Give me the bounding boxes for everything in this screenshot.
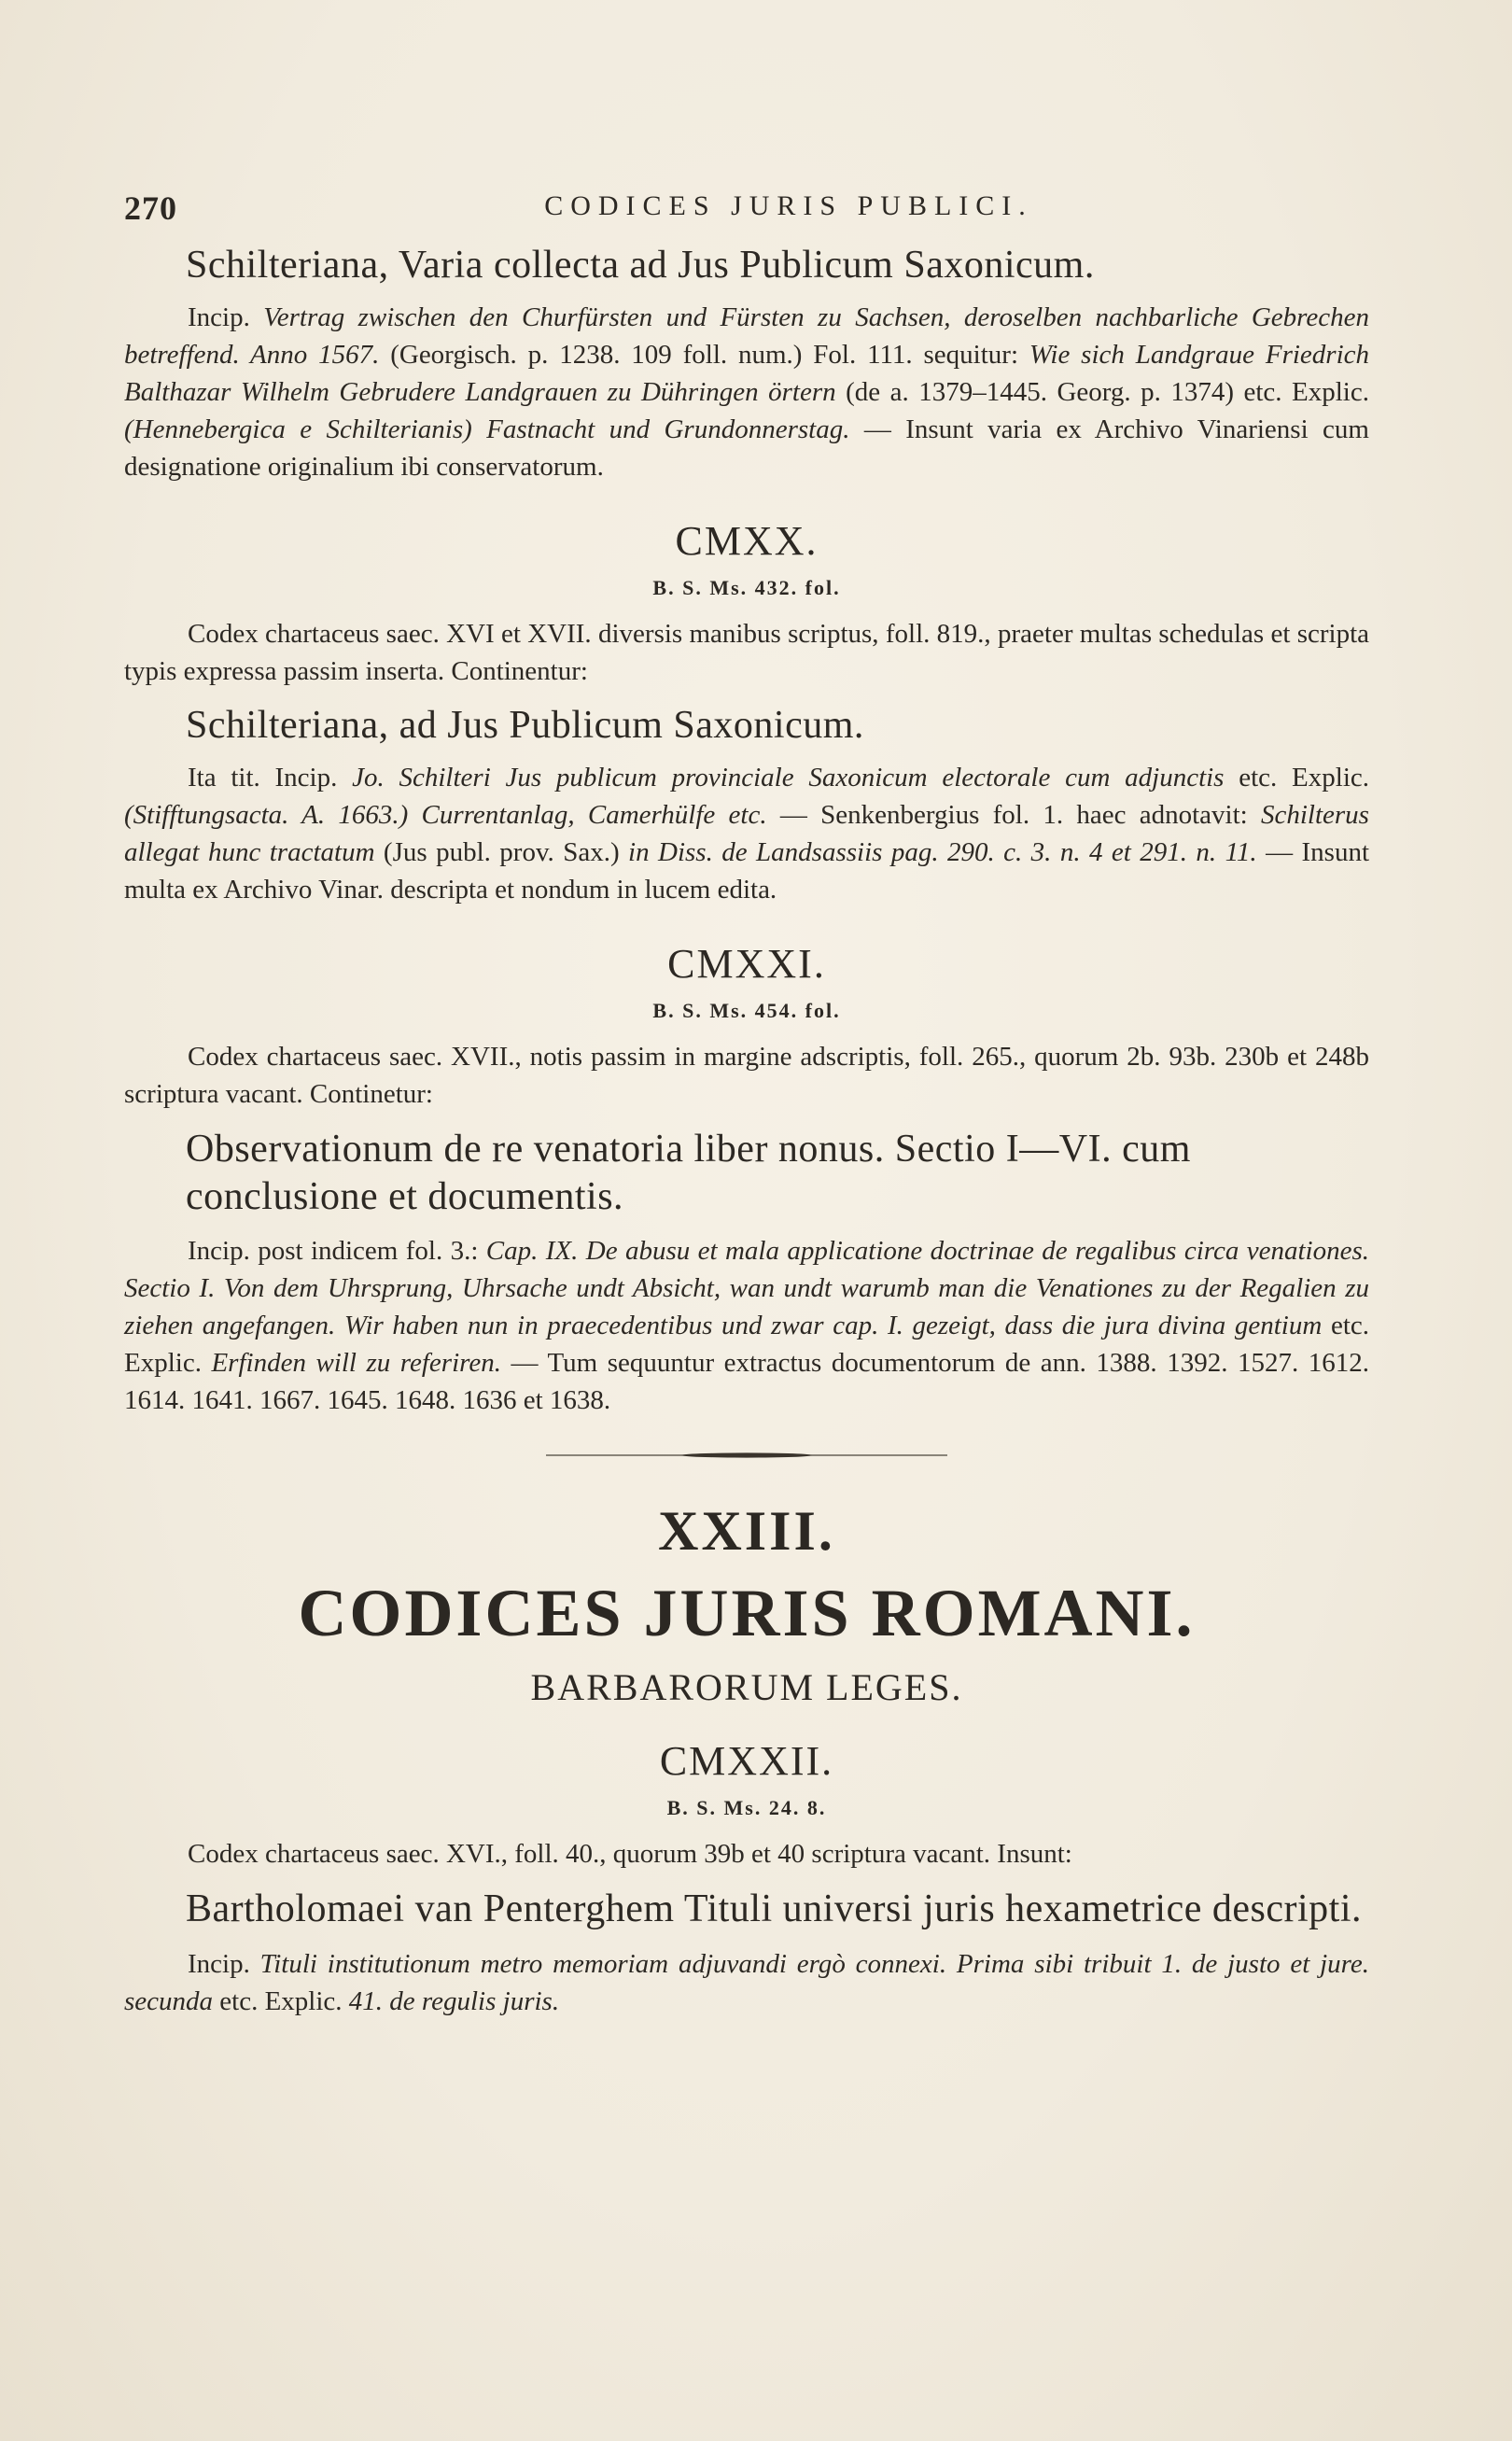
entry-description: Incip. post indicem fol. 3.: Cap. IX. De abusu et mala applicatione doctrinae de regalibus circa venationes. Sectio I. Von dem Uhrsprung, Uhrsache undt Absicht, wan undt warumb man die Venationes zu der Regalien zu ziehen angefangen. Wir haben nun in praecedentibus und zwar cap. I. gezeigt, dass die jura divina gentium etc. Explic. Erfinden will zu referiren. — Tum sequuntur extractus documentorum de ann. 1388. 1392. 1527. 1612. 1614. 1641. 1667. 1645. 1648. 1636 et 1638. (124, 1236, 1369, 1416)
entry-description: Ita tit. Incip. Jo. Schilteri Jus publicum provinciale Saxonicum electorale cum adjunctis etc. Explic. (Stifftungsacta. A. 1663.) Currentanlag, Camerhülfe etc. — Senkenbergius fol. 1. haec adnotavit: Schilterus allegat hunc tractatum (Jus publ. prov. Sax.) in Diss. de Landsassiis pag. 290. c. 3. n. 4 et 291. n. 11. — Insunt multa ex Archivo Vinar. descripta et nondum in lucem edita. (124, 763, 1370, 905)
entry-title: Observationum de re venatoria liber nonus. Sectio I—VI. cum conclusione et documentis. (186, 1128, 1191, 1219)
codex-description: Codex chartaceus saec. XVI et XVII. diversis manibus scriptus, foll. 819., praeter multas schedulas et scripta typis expressa passim inserta. Continentur: (124, 619, 1369, 686)
entry-title: Schilteriana, Varia collecta ad Jus Publicum Saxonicum. (186, 244, 1095, 287)
codex-description: Codex chartaceus saec. XVI., foll. 40., quorum 39b et 40 scriptura vacant. Insunt: (188, 1839, 1072, 1870)
shelfmark: B. S. Ms. 454. fol. (652, 999, 841, 1022)
entry-title: Schilteriana, ad Jus Publicum Saxonicum. (186, 704, 864, 747)
entry-description: Incip. Vertrag zwischen den Churfürsten und Fürsten zu Sachsen, deroselben nachbarliche Gebrechen betreffend. Anno 1567. (Georgisch. p. 1238. 109 foll. num.) Fol. 111. sequitur: Wie sich Landgraue Friedrich Balthazar Wilhelm Gebrudere Landgrauen zu Dühringen örtern (de a. 1379–1445. Georg. p. 1374) etc. Explic. (Hennebergica e Schilterianis) Fastnacht und Grundonnerstag. — Insunt varia ex Archivo Vinariensi cum designatione originalium ibi conservatorum. (124, 302, 1370, 482)
section-subtitle: BARBARORUM LEGES. (530, 1666, 963, 1709)
text-block (124, 183, 1369, 2020)
ornamental-divider (546, 1452, 947, 1458)
codex-numeral: CMXXI. (667, 941, 826, 987)
codex-numeral: CMXX. (675, 518, 819, 564)
entry-description: Incip. Tituli institutionum metro memoriam adjuvandi ergò connexi. Prima sibi tribuit 1. de justo et jure. secunda etc. Explic. 41. de regulis juris. (124, 1948, 1369, 2016)
running-title: CODICES JURIS PUBLICI. (544, 190, 1033, 221)
codex-numeral: CMXXII. (659, 1738, 834, 1785)
section-title: CODICES JURIS ROMANI. (298, 1576, 1196, 1651)
codex-description: Codex chartaceus saec. XVII., notis passim in margine adscriptis, foll. 265., quorum 2b. 93b. 230b et 248b scriptura vacant. Continetur: (124, 1042, 1369, 1109)
page-number: 270 (124, 189, 177, 227)
section-number: XXIII. (658, 1500, 835, 1563)
shelfmark: B. S. Ms. 24. 8. (666, 1796, 827, 1820)
entry-title: Bartholomaei van Penterghem Tituli universi juris hexametrice descripti. (186, 1887, 1362, 1931)
shelfmark: B. S. Ms. 432. fol. (652, 576, 841, 599)
running-header (124, 183, 1369, 230)
